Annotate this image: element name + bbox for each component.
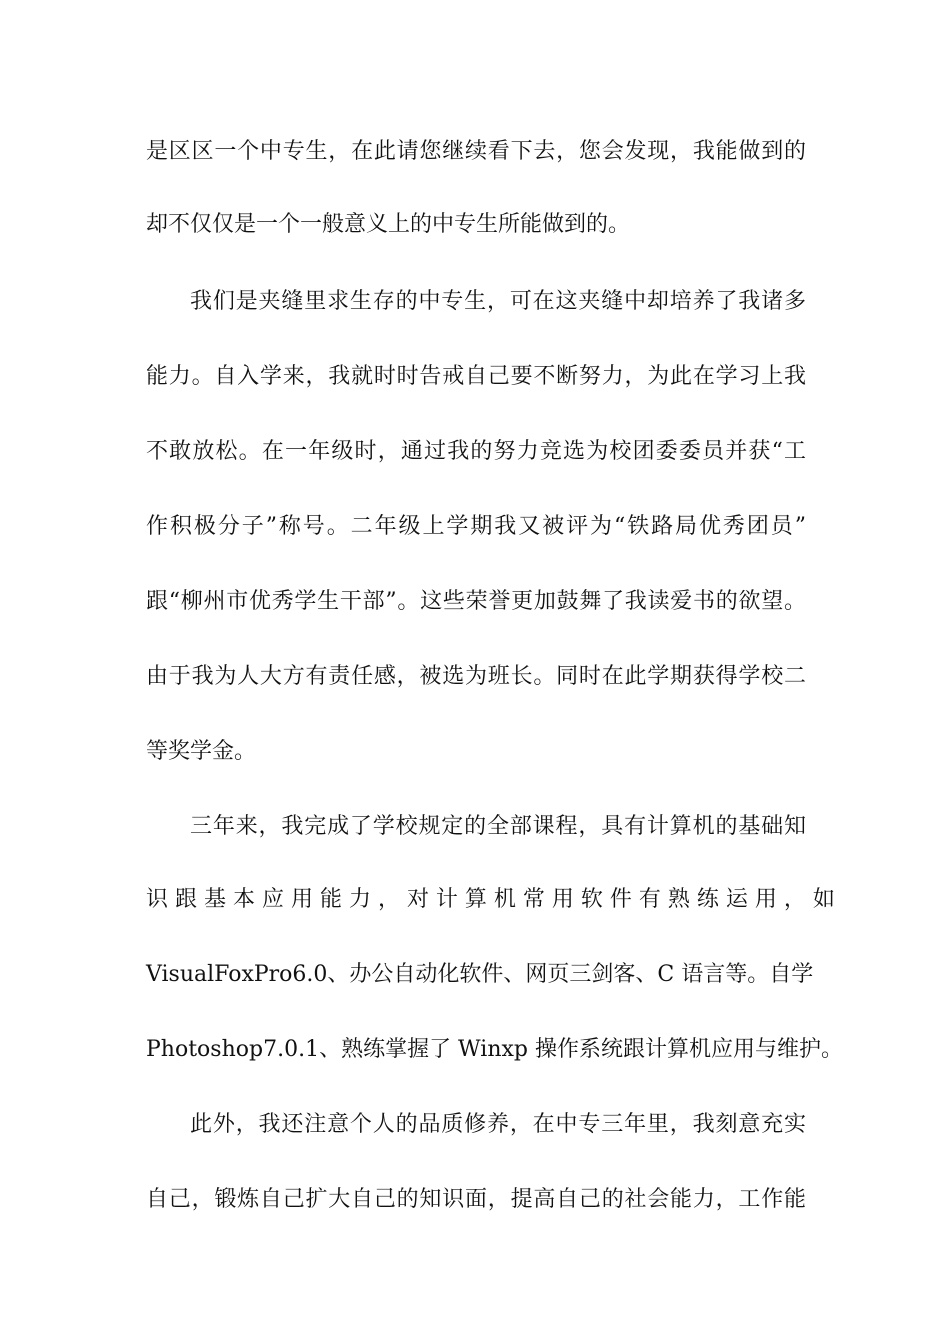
text-line: 识 跟 基 本 应 用 能 力 ， 对 计 算 机 常 用 软 件 有 熟 练 运 用 ， 如 [146, 887, 835, 912]
text-line: 却不仅仅是一个一般意义上的中专生所能做到的。 [146, 212, 631, 237]
text-line: 自己，锻炼自己扩大自己的知识面，提高自己的社会能力，工作能 [146, 1187, 806, 1212]
text-line: 等奖学金。 [146, 739, 257, 764]
text-line: 是区区一个中专生，在此请您继续看下去，您会发现，我能做到的 [146, 139, 806, 164]
text-line: 跟“柳州市优秀学生干部”。这些荣誉更加鼓舞了我读爱书的欲望。 [146, 589, 806, 614]
paragraph-first-line: 此外，我还注意个人的品质修养，在中专三年里，我刻意充实 [190, 1112, 806, 1137]
text-line: 作积极分子”称号。二年级上学期我又被评为“铁路局优秀团员” [146, 514, 806, 539]
text-line: 不敢放松。在一年级时，通过我的努力竞选为校团委委员并获“工 [146, 439, 806, 464]
text-line: 能力。自入学来，我就时时告戒自己要不断努力，为此在学习上我 [146, 364, 806, 389]
paragraph-first-line: 三年来，我完成了学校规定的全部课程，具有计算机的基础知 [190, 814, 806, 839]
paragraph-first-line: 我们是夹缝里求生存的中专生，可在这夹缝中却培养了我诸多 [190, 289, 806, 314]
text-line: 由于我为人大方有责任感，被选为班长。同时在此学期获得学校二 [146, 664, 806, 689]
text-line: VisualFoxPro6.0、办公自动化软件、网页三剑客、C 语言等。自学 [146, 962, 814, 987]
text-line: Photoshop7.0.1、熟练掌握了 Winxp 操作系统跟计算机应用与维护。 [146, 1037, 843, 1062]
